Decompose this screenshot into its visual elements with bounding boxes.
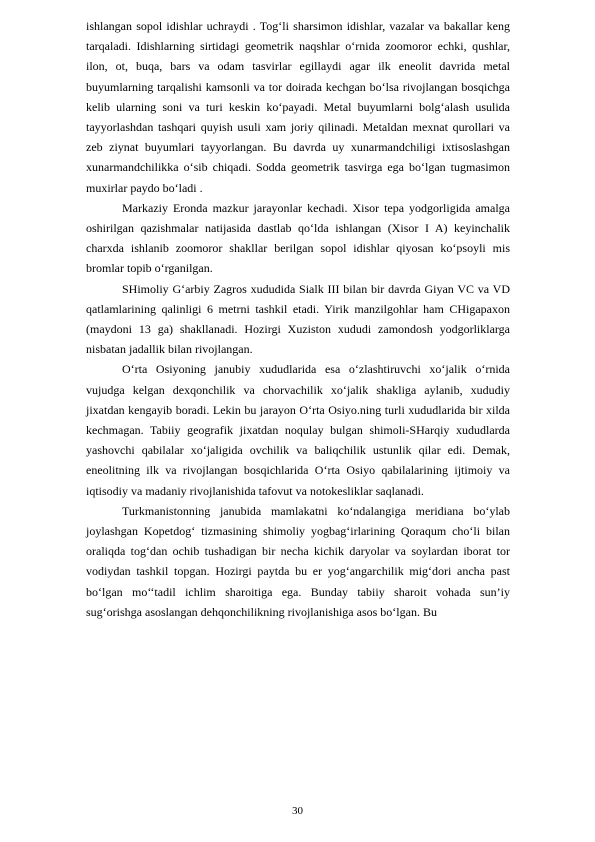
- body-text: [86, 16, 510, 622]
- page-number: 30: [292, 805, 303, 817]
- paragraph-5: Turkmanistonning janubida mamlakatni ko‘ndalangiga meridiana bo‘ylab joylashgan Kopetdog‘ tizmasining shimoliy yogbag‘irlarining Qoraqum cho‘li bilan oraliqda tog‘dan ochib tushadigan bir necha kichik daryolar va soylardan iborat tor vodiydan tashkil topgan. Hozirgi paytda bu er yog‘angarchilik mig‘dori ancha past bo‘lgan mo‘‘tadil ichlim sharoitiga ega. Bunday tabiiy sharoit vohada sun’iy sug‘orishga asoslangan dehqonchilikning rivojlanishiga asos bo‘lgan. Bu: [86, 503, 510, 619]
- paragraph-2: Markaziy Eronda mazkur jarayonlar kechadi. Xisor tepa yodgorligida amalga oshirilgan qazishmalar natijasida dastlab qo‘lda ishlangan (Xisor I A) keyinchalik charxda ishlanib zoomoror shakllar berilgan sopol idishlar qiyosan ko‘psoyli mis bromlar topib o‘rganilgan.: [86, 200, 510, 276]
- paragraph-4: O‘rta Osiyoning janubiy xududlarida esa o‘zlashtiruvchi xo‘jalik o‘rnida vujudga kelgan dexqonchilik va chorvachilik xo‘jalik shakliga aylanib, xududiy jixatdan kengayib boradi. Lekin bu jarayon O‘rta Osiyo.ning turli xududlarida bir xilda kechmagan. Tabiiy geografik jixatdan noqulay bulgan shimoli-SHarqiy xududlarda yashovchi qabilalar xo‘jaligida ovchilik va baliqchilik ustunlik qilar edi. Demak, eneolitning ilk va rivojlangan bosqichlarida O‘rta Osiyo qabilalarining ijtimoiy va iqtisodiy va madaniy rivojlanishida tafovut va notokesliklar saqlanadi.: [86, 362, 510, 498]
- paragraph-1: ishlangan sopol idishlar uchraydi . Tog‘li sharsimon idishlar, vazalar va bakallar keng tarqaladi. Idishlarning sirtidagi geometrik naqshlar o‘rnida zoomoror echki, qushlar, ilon, ot, buqa, bars va odam tasvirlar egillaydi agar ilk eneolit davrida metal buyumlarning tarqalishi kamsonli va tor doirada kechgan bo‘lsa rivojlangan bosqichga kelib ularning soni va turi keskin ko‘payadi. Metal buyumlarni bolg‘alash usulida tayyorlashdan tashqari quyish usuli xam joriy qilinadi. Metaldan mexnat qurollari va zeb ziynat buyumlari tayyorlangan. Bu davrda uy xunarmandchiligi ixtisoslashgan xunarmandchilikka o‘sib chiqadi. Sodda geometrik tasvirga ega bo‘lgan tugmasimon muxirlar paydo bo‘ladi .: [86, 19, 510, 195]
- paragraph-3: SHimoliy G‘arbiy Zagros xududida Sialk III bilan bir davrda Giyan VC va VD qatlamlarining qalinligi 6 metrni tashkil etadi. Yirik manzilgohlar ham CHigapaxon (maydoni 13 ga) shakllanadi. Hozirgi Xuziston xududi zamondosh yodgorliklarga nisbatan jadallik bilan rivojlangan.: [86, 281, 510, 357]
